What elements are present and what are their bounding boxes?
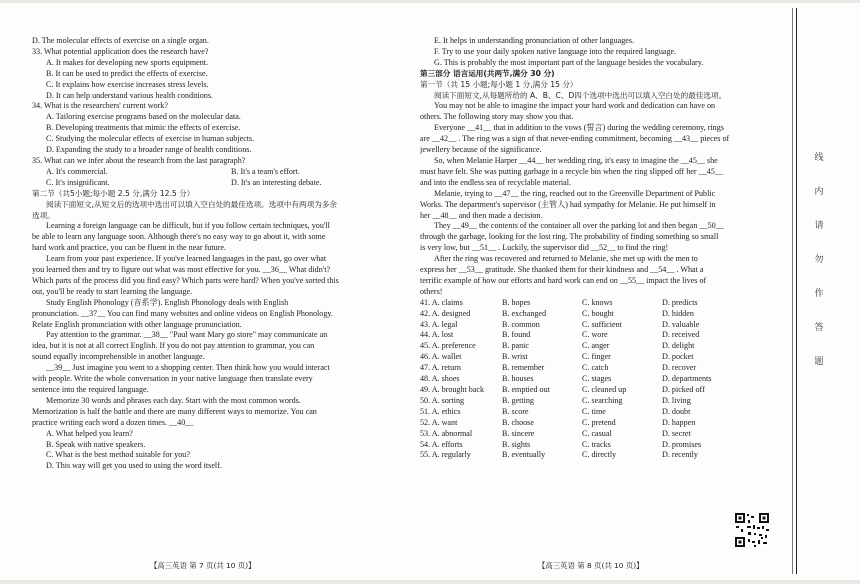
choice-option: C. anger xyxy=(582,341,610,351)
option-line: D. It can help understand various health conditions. xyxy=(46,90,214,100)
passage-line: Works. The department's supervisor (主管人) had sympathy for Melanie. He put himself in xyxy=(420,199,716,209)
choice-option: C. bought xyxy=(582,308,614,318)
option-line: D. Expanding the study to a broader range of health conditions. xyxy=(46,145,252,155)
option-line: A. What helped you learn? xyxy=(46,428,133,438)
choice-option: C. tracks xyxy=(582,439,611,449)
choice-option: 55. A. regularly xyxy=(420,450,471,460)
passage-line: idea, but it is not at all correct English. If you do not pay attention to grammar, you can xyxy=(32,341,315,351)
choice-option: C. knows xyxy=(582,297,613,307)
choice-option: B. common xyxy=(502,319,540,329)
choice-option: 41. A. claims xyxy=(420,297,463,307)
choice-option: D. secret xyxy=(662,428,691,438)
choice-option: C. finger xyxy=(582,352,611,362)
choice-option: B. hopes xyxy=(502,297,531,307)
choice-option: D. living xyxy=(662,395,691,405)
passage-line: terrific example of how our efforts and hard work can end on __55__ impact the lives of xyxy=(420,275,707,285)
choice-option: B. panic xyxy=(502,341,529,351)
passage-line: pronunciation. __37__ You can find many websites and online videos on English Phonology. xyxy=(32,308,333,318)
choice-option: D. recover xyxy=(662,363,697,373)
passage-line: Pay attention to the grammar. __38__ "Paul want Mary go store" may communicate an xyxy=(46,330,328,340)
binding-line xyxy=(792,8,793,574)
passage-line: hard work and practice, you can be fluent in the near future. xyxy=(32,243,226,253)
choice-row xyxy=(420,320,762,331)
choice-option: C. stages xyxy=(582,374,612,384)
passage-line: Study English Phonology (音系学). English Phonology deals with English xyxy=(46,297,289,307)
choice-option: C. searching xyxy=(582,395,623,405)
part-title: 第三部分 语言运用(共两节,满分 30 分) xyxy=(420,68,555,78)
choice-option: 47. A. return xyxy=(420,363,461,373)
choice-row xyxy=(420,429,762,440)
choice-option: C. time xyxy=(582,406,606,416)
scan-edge-top xyxy=(0,0,860,3)
passage-line: Relate English pronunciation with other language pronunciation. xyxy=(32,319,242,329)
choice-option: D. happen xyxy=(662,417,696,427)
section-title: 第一节（共 15 小题;每小题 1 分,满分 15 分） xyxy=(420,79,578,89)
choice-row xyxy=(420,440,762,451)
choice-row xyxy=(420,396,762,407)
question-35-options xyxy=(32,167,321,189)
binding-char: 勿 xyxy=(814,255,824,265)
passage-line: Everyone __41__ that in addition to the vows (誓言) during the wedding ceremony, rings xyxy=(434,123,724,133)
choice-option: 53. A. abnormal xyxy=(420,428,473,438)
option-line: G. This is probably the most important part of the language besides the vocabulary. xyxy=(434,57,704,67)
choice-option: 52. A. want xyxy=(420,417,458,427)
option-d: D. It's an interesting debate. xyxy=(231,177,322,187)
option-line: F. Try to use your daily spoken native language into the required language. xyxy=(434,46,677,56)
choice-option: D. pocket xyxy=(662,352,694,362)
choice-option: D. recently xyxy=(662,450,698,460)
choice-row xyxy=(420,374,762,385)
passage-line: are __42__ . The ring was a sign of that never-ending commitment, becoming __43__ pieces of xyxy=(420,134,730,144)
option-line: D. This way will get you used to using the word itself. xyxy=(46,461,222,471)
passage-line: through the garbage, looking for the lost ring. The probability of finding something so small xyxy=(420,232,719,242)
binding-char: 线 xyxy=(814,153,824,163)
choice-row xyxy=(420,341,762,352)
passage-line: sound equally incomprehensible in another language. xyxy=(32,352,205,362)
choice-option: C. cleaned up xyxy=(582,385,627,394)
text-line: D. The molecular effects of exercise on a single organ. xyxy=(32,36,209,45)
option-line: C. Studying the molecular effects of exercise in human subjects. xyxy=(46,134,255,144)
choice-option: 51. A. ethics xyxy=(420,406,461,416)
question-33: 33. What potential application does the research have? xyxy=(32,46,209,56)
choice-row xyxy=(420,450,762,461)
binding-strip xyxy=(778,0,860,584)
option-line: A. It makes for developing new sports equipment. xyxy=(46,57,209,67)
passage-line: with people. Write the whole conversation in your native language then translate every xyxy=(32,374,313,384)
choice-option: D. doubt xyxy=(662,406,691,416)
cloze-choices xyxy=(420,298,762,462)
choice-option: B. getting xyxy=(502,395,534,405)
choice-option: B. wrist xyxy=(502,352,528,362)
choice-row xyxy=(420,298,762,309)
choice-option: D. received xyxy=(662,330,700,340)
choice-option: D. picked off xyxy=(662,385,705,394)
choice-row xyxy=(420,418,762,429)
passage-line: others! xyxy=(420,286,443,296)
choice-option: D. promises xyxy=(662,439,702,449)
instruction-text: 选项。 xyxy=(32,210,55,220)
option-line: A. Tailoring exercise programs based on the molecular data. xyxy=(46,112,241,122)
passage-line: __39__ Just imagine you went to a shopping center. Then think how you would interact xyxy=(46,363,330,373)
passage-line: You may not be able to imagine the impact your hard work and dedication can have on xyxy=(434,101,716,111)
choice-row xyxy=(420,309,762,320)
choice-option: 45. A. preference xyxy=(420,341,476,351)
passage-line: be able to learn any language soon. Although there's no easy way to go about it, with some xyxy=(32,232,326,242)
choice-option: 54. A. efforts xyxy=(420,439,463,449)
choice-option: B. sights xyxy=(502,439,531,449)
passage-line: express her __53__ gratitude. She thanked them for their kindness and __54__ . What a xyxy=(420,265,704,275)
choice-option: B. choose xyxy=(502,417,534,427)
option-line: B. Speak with native speakers. xyxy=(46,439,146,449)
question-35: 35. What can we infer about the research from the last paragraph? xyxy=(32,155,246,165)
page-footer-right: 【高三英语 第 8 页(共 10 页)】 xyxy=(538,561,644,570)
choice-option: C. sufficient xyxy=(582,319,622,329)
choice-option: D. departments xyxy=(662,374,712,384)
passage-line: Memorization is half the battle and there are many different ways to memorize. You can xyxy=(32,406,317,416)
option-line: B. Developing treatments that mimic the effects of exercise. xyxy=(46,123,241,133)
option-a: A. It's commercial. xyxy=(46,166,108,176)
passage-line: sentence into the required language. xyxy=(32,385,149,394)
right-column xyxy=(420,36,772,461)
qr-code-icon xyxy=(734,512,770,548)
passage-line: Learning a foreign language can be difficult, but if you follow certain techniques, you'll xyxy=(46,221,330,231)
choice-option: C. directly xyxy=(582,450,617,460)
choice-option: D. hidden xyxy=(662,308,694,318)
choice-option: D. valuable xyxy=(662,319,700,329)
passage-line: Which parts of the process did you find easy? Which parts were hard? When you've sorted this xyxy=(32,275,339,285)
instruction-text: 阅读下面短文,从每题所给的 A、B、C、D四个选项中选出可以填入空白处的最佳选项。 xyxy=(434,90,727,100)
choice-option: B. eventually xyxy=(502,450,546,460)
passage-line: you learned then and try to figure out what was most effective for you. __36__ What didn't? xyxy=(32,265,331,275)
binding-char: 内 xyxy=(814,187,824,197)
binding-text xyxy=(812,150,826,388)
option-line: C. It explains how exercise increases stress levels. xyxy=(46,79,209,89)
choice-option: 43. A. legal xyxy=(420,319,458,329)
binding-char: 作 xyxy=(814,289,824,299)
choice-option: C. pretend xyxy=(582,417,616,427)
passage-line: jewellery because of the significance. xyxy=(420,145,542,155)
choice-option: 44. A. lost xyxy=(420,330,454,340)
passage-line: They __49__ the contents of the container all over the parking lot and then began __50__ xyxy=(434,221,724,231)
binding-char: 请 xyxy=(814,221,824,231)
passage-line: her __48__ and then made a decision. xyxy=(420,210,543,220)
passage-line: After the ring was recovered and returned to Melanie, she met up with the men to xyxy=(434,254,698,264)
passage-line: Melanie, trying to __47__ the ring, reached out to the Greenville Department of Public xyxy=(434,188,716,198)
choice-option: B. sincere xyxy=(502,428,535,438)
option-c: C. It's insignificant. xyxy=(46,177,110,187)
section-title: 第二节（共5小题;每小题 2.5 分,满分 12.5 分） xyxy=(32,188,195,198)
option-b: B. It's a team's effort. xyxy=(231,166,300,176)
passage-line: others. The following story may show you that. xyxy=(420,112,574,122)
passage-line: and into the endless sea of recyclable material. xyxy=(420,177,572,187)
choice-option: 49. A. brought back xyxy=(420,385,485,394)
choice-option: B. found xyxy=(502,330,531,340)
binding-line xyxy=(796,8,797,574)
option-line: C. What is the best method suitable for you? xyxy=(46,450,190,460)
passage-line: Memorize 30 words and phrases each day. Start with the most common words. xyxy=(46,395,301,405)
choice-option: 50. A. sorting xyxy=(420,395,465,405)
choice-option: B. score xyxy=(502,406,529,416)
choice-row xyxy=(420,330,762,341)
choice-option: 46. A. wallet xyxy=(420,352,462,362)
scan-edge-bottom xyxy=(0,580,860,584)
choice-option: B. exchanged xyxy=(502,308,547,318)
option-line: E. It helps in understanding pronunciation of other languages. xyxy=(434,36,635,45)
page-footer-left: 【高三英语 第 7 页(共 10 页)】 xyxy=(150,561,256,570)
question-34: 34. What is the researchers' current work? xyxy=(32,101,168,111)
choice-row xyxy=(420,385,762,396)
choice-option: B. emptied out xyxy=(502,385,550,394)
passage-line: Learn from your past experience. If you've learned languages in the past, go over what xyxy=(46,254,327,264)
passage-line: practice writing each word a dozen times. __40__ xyxy=(32,417,194,427)
choice-option: 48. A. shoes xyxy=(420,374,460,384)
choice-option: C. wore xyxy=(582,330,608,340)
choice-option: D. delight xyxy=(662,341,695,351)
choice-row xyxy=(420,363,762,374)
passage-line: is very low, but __51__ . Luckily, the supervisor did __52__ to find the ring! xyxy=(420,243,669,253)
choice-option: C. casual xyxy=(582,428,612,438)
choice-row xyxy=(420,352,762,363)
choice-row xyxy=(420,407,762,418)
choice-option: D. predicts xyxy=(662,297,698,307)
passage-line: out, you'll be ready to start learning the language. xyxy=(32,286,193,296)
binding-char: 答 xyxy=(814,323,824,333)
passage-line: So, when Melanie Harper __44__ her wedding ring, it's easy to imagine the __45__ she xyxy=(434,155,718,165)
choice-option: B. remember xyxy=(502,363,545,373)
passage-line: must have felt. She was putting garbage in a recycle bin when the ring slipped off her __45__ xyxy=(420,166,723,176)
choice-option: B. houses xyxy=(502,374,534,384)
binding-char: 题 xyxy=(814,357,824,367)
instruction-text: 阅读下面短文,从短文后的选项中选出可以填入空白处的最佳选项。选项中有两项为多余 xyxy=(46,199,337,209)
left-column xyxy=(32,36,400,472)
option-line: B. It can be used to predict the effects of exercise. xyxy=(46,68,208,78)
choice-option: 42. A. designed xyxy=(420,308,471,318)
choice-option: C. catch xyxy=(582,363,609,373)
